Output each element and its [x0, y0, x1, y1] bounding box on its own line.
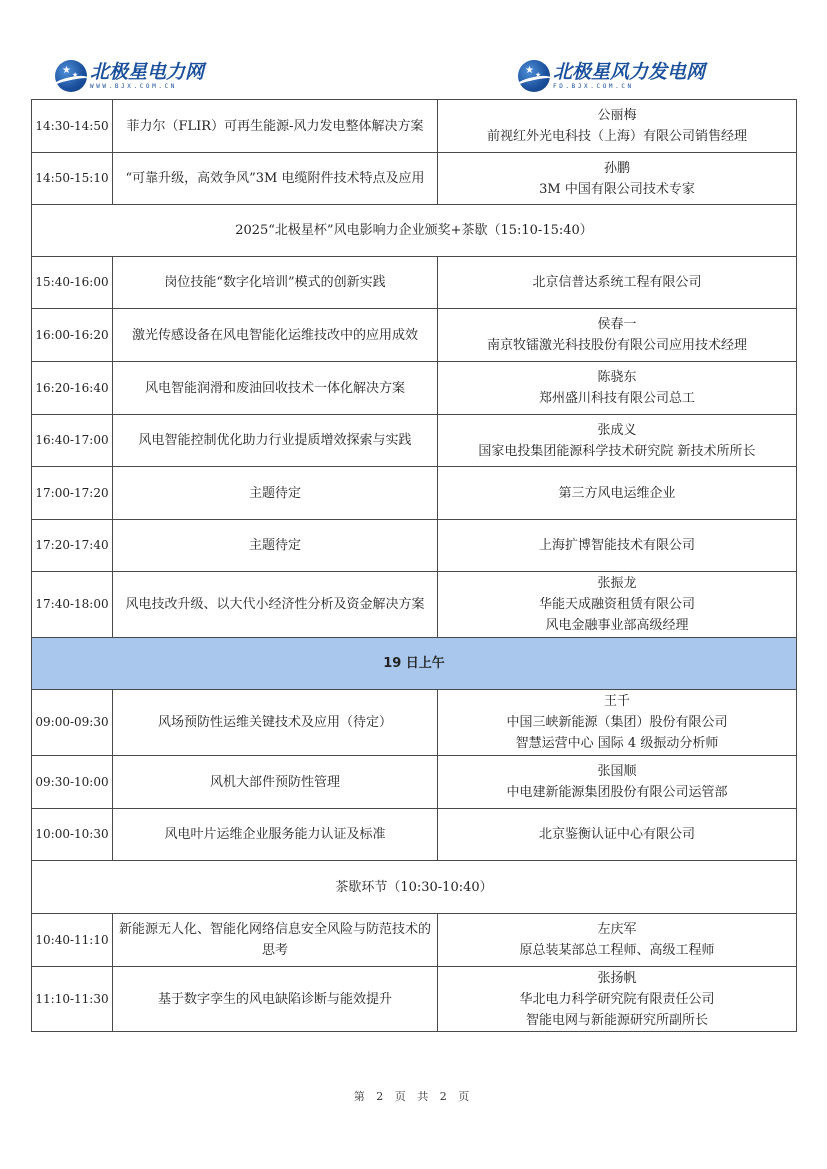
speaker-name: 侯春一	[597, 317, 637, 332]
session-time: 09:30-10:00	[32, 756, 113, 809]
session-time: 16:20-16:40	[32, 362, 113, 415]
session-time: 15:40-16:00	[32, 257, 113, 309]
session-time: 14:50-15:10	[32, 153, 113, 205]
schedule-row	[32, 415, 797, 467]
logo-title: 北极星风力发电网	[553, 60, 706, 83]
schedule-row	[32, 690, 797, 756]
speaker-org: 上海扩博智能技术有限公司	[538, 538, 695, 553]
bjx-wind-power-logo	[518, 60, 705, 92]
session-topic: “可靠升级，高效争风”3M 电缆附件技术特点及应用	[113, 153, 438, 205]
session-topic: 主题待定	[113, 467, 438, 520]
session-topic: 风电叶片运维企业服务能力认证及标准	[113, 809, 438, 861]
logo-subtitle: FD.BJX.COM.CN	[553, 82, 634, 90]
speaker-name: 陈骁东	[597, 370, 637, 385]
speaker-title: 郑州盛川科技有限公司总工	[538, 391, 695, 406]
speaker-org: 中国三峡新能源（集团）股份有限公司	[506, 715, 728, 730]
session-topic: 新能源无人化、智能化网络信息安全风险与防范技术的思考	[113, 914, 438, 967]
day-section-title: 19 日上午	[32, 638, 797, 690]
session-topic: 菲力尔（FLIR）可再生能源-风力发电整体解决方案	[113, 100, 438, 153]
break-row	[32, 861, 797, 914]
session-speaker	[438, 809, 797, 861]
session-topic: 激光传感设备在风电智能化运维技改中的应用成效	[113, 309, 438, 362]
session-time: 14:30-14:50	[32, 100, 113, 153]
speaker-title: 原总装某部总工程师、高级工程师	[519, 943, 715, 958]
session-speaker	[438, 153, 797, 205]
speaker-org: 北京鉴衡认证中心有限公司	[538, 827, 695, 842]
session-time: 17:20-17:40	[32, 520, 113, 572]
session-topic: 风场预防性运维关键技术及应用（待定）	[113, 690, 438, 756]
session-speaker	[438, 914, 797, 967]
schedule-table	[31, 99, 797, 1032]
speaker-title: 智能电网与新能源研究所副所长	[525, 1012, 708, 1028]
speaker-org: 中电建新能源集团股份有限公司运管部	[506, 785, 728, 800]
session-time: 16:40-17:00	[32, 415, 113, 467]
break-row	[32, 205, 797, 257]
speaker-name: 张成义	[597, 422, 637, 438]
speaker-name: 张振龙	[597, 576, 637, 591]
page-number: 第 2 页 共 2 页	[353, 1090, 474, 1103]
session-time: 17:40-18:00	[32, 572, 113, 638]
break-text: 茶歇环节（10:30-10:40）	[32, 861, 797, 914]
speaker-org: 第三方风电运维企业	[558, 485, 676, 501]
speaker-name: 左庆军	[597, 922, 637, 937]
session-time: 16:00-16:20	[32, 309, 113, 362]
globe-icon: ★ ★	[518, 60, 550, 92]
session-time: 10:00-10:30	[32, 809, 113, 861]
session-speaker	[438, 309, 797, 362]
session-speaker	[438, 967, 797, 1032]
speaker-name: 王千	[603, 694, 630, 709]
session-topic: 岗位技能“数字化培训”模式的创新实践	[113, 257, 438, 309]
speaker-org: 华北电力科学研究院有限责任公司	[519, 991, 715, 1007]
schedule-row	[32, 520, 797, 572]
session-topic: 风电智能润滑和废油回收技术一体化解决方案	[113, 362, 438, 415]
schedule-row	[32, 309, 797, 362]
session-time: 10:40-11:10	[32, 914, 113, 967]
speaker-name: 张国顺	[597, 764, 637, 779]
speaker-name: 张扬帆	[597, 970, 637, 986]
schedule-row	[32, 572, 797, 638]
session-speaker	[438, 362, 797, 415]
speaker-org: 北京信普达系统工程有限公司	[532, 275, 702, 290]
session-topic: 风电智能控制优化助力行业提质增效探索与实践	[113, 415, 438, 467]
speaker-title: 3M 中国有限公司技术专家	[539, 181, 695, 197]
session-speaker	[438, 257, 797, 309]
speaker-title: 南京牧镭激光科技股份有限公司应用技术经理	[486, 338, 747, 353]
speaker-title: 国家电投集团能源科学技术研究院 新技术所所长	[478, 443, 756, 459]
session-speaker	[438, 572, 797, 638]
logo-title: 北极星电力网	[90, 60, 205, 83]
session-speaker	[438, 690, 797, 756]
speaker-name: 公丽梅	[597, 108, 637, 123]
globe-icon: ★ ★	[55, 60, 87, 92]
schedule-row	[32, 914, 797, 967]
schedule-row	[32, 362, 797, 415]
speaker-name: 孙鹏	[603, 160, 630, 176]
session-speaker	[438, 520, 797, 572]
schedule-row	[32, 153, 797, 205]
logo-subtitle: WWW.BJX.COM.CN	[90, 82, 177, 90]
speaker-title: 前视红外光电科技（上海）有限公司销售经理	[486, 129, 747, 144]
session-time: 17:00-17:20	[32, 467, 113, 520]
session-topic: 风电技改升级、以大代小经济性分析及资金解决方案	[113, 572, 438, 638]
session-time: 11:10-11:30	[32, 967, 113, 1032]
session-topic: 主题待定	[113, 520, 438, 572]
speaker-org: 华能天成融资租赁有限公司	[538, 597, 695, 612]
schedule-row	[32, 257, 797, 309]
speaker-title: 智慧运营中心 国际 4 级振动分析师	[515, 736, 719, 751]
schedule-row	[32, 467, 797, 520]
session-time: 09:00-09:30	[32, 690, 113, 756]
schedule-row	[32, 809, 797, 861]
speaker-title: 风电金融事业部高级经理	[545, 618, 689, 633]
session-topic: 基于数字孪生的风电缺陷诊断与能效提升	[113, 967, 438, 1032]
schedule-row	[32, 967, 797, 1032]
schedule-row	[32, 100, 797, 153]
session-speaker	[438, 415, 797, 467]
session-speaker	[438, 756, 797, 809]
session-speaker	[438, 100, 797, 153]
bjx-power-logo	[55, 60, 204, 92]
schedule-row	[32, 756, 797, 809]
day-section-row	[32, 638, 797, 690]
session-speaker	[438, 467, 797, 520]
break-text: 2025“北极星杯”风电影响力企业颁奖+茶歇（15:10-15:40）	[32, 205, 797, 257]
session-topic: 风机大部件预防性管理	[113, 756, 438, 809]
